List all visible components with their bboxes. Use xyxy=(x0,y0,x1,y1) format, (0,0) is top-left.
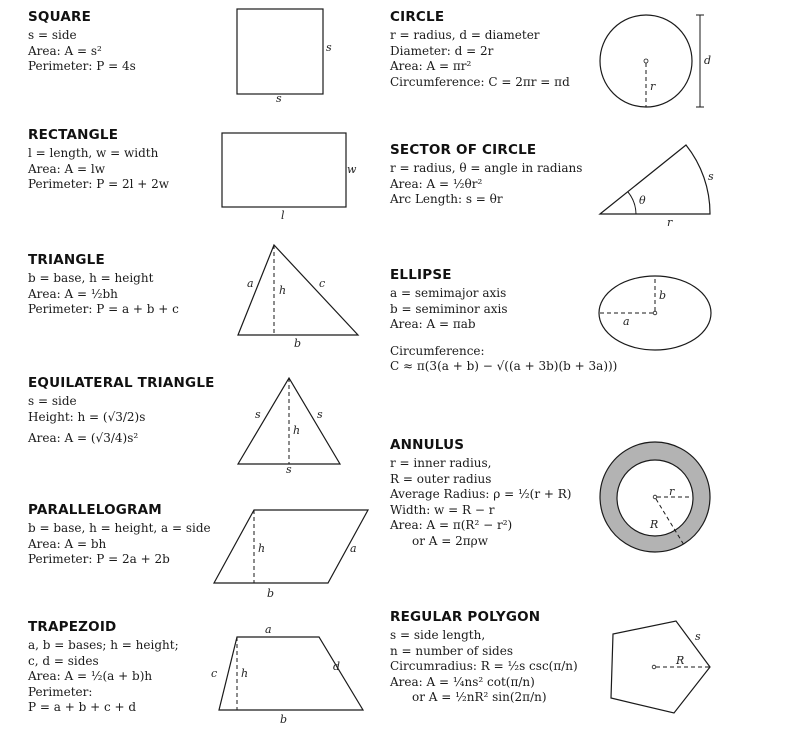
triangle-line-1: b = base, h = height xyxy=(28,271,154,285)
polygon-line-5: or A = ½nR² sin(2π/n) xyxy=(412,690,547,704)
square-section xyxy=(28,9,136,75)
equilateral-label-right: s xyxy=(317,408,323,421)
equilateral-label-bottom: s xyxy=(286,463,292,476)
circle-line-3: Area: A = πr² xyxy=(390,59,472,73)
equilateral-triangle-section xyxy=(28,375,215,447)
circle-figure xyxy=(596,14,716,114)
ellipse-line-1: a = semimajor axis xyxy=(390,286,507,300)
annulus-line-4: Width: w = R − r xyxy=(390,502,495,517)
annulus-label-r: r xyxy=(669,485,675,498)
trapezoid-label-d: d xyxy=(333,660,341,673)
trapezoid-line-5: P = a + b + c + d xyxy=(28,700,137,714)
circle-title: CIRCLE xyxy=(390,9,445,25)
ellipse-line-3: Area: A = πab xyxy=(390,317,476,331)
circle-line-4: Circumference: C = 2πr = πd xyxy=(390,74,570,89)
ellipse-circumference-formula: C ≈ π(3(a + b) − √((a + 3b)(b + 3a))) xyxy=(390,359,618,373)
triangle-label-a: a xyxy=(247,277,254,290)
rectangle-length-label: l xyxy=(281,209,285,222)
square-side-right-label: s xyxy=(326,41,332,54)
trapezoid-label-b: b xyxy=(280,713,288,726)
annulus-ring xyxy=(600,442,710,552)
annulus-line-2: R = outer radius xyxy=(390,471,492,486)
parallelogram-line-2: Area: A = bh xyxy=(28,536,107,551)
rectangle-width-label: w xyxy=(347,163,357,176)
trapezoid-section xyxy=(28,619,179,716)
sector-angle-arc xyxy=(628,192,636,214)
parallelogram-shape xyxy=(214,510,368,583)
polygon-label-R: R xyxy=(676,654,685,667)
triangle-shape xyxy=(238,245,358,335)
sector-title: SECTOR OF CIRCLE xyxy=(390,142,537,158)
polygon-line-3: Circumradius: R = ½s csc(π/n) xyxy=(390,659,578,673)
parallelogram-label-b: b xyxy=(267,587,275,600)
trapezoid-figure xyxy=(205,622,370,727)
ellipse-center xyxy=(653,311,657,315)
parallelogram-line-3: Perimeter: P = 2a + 2b xyxy=(28,552,170,566)
polygon-line-4: Area: A = ¼ns² cot(π/n) xyxy=(390,674,535,689)
annulus-center xyxy=(653,495,657,499)
annulus-line-1: r = inner radius, xyxy=(390,456,492,470)
parallelogram-title: PARALLELOGRAM xyxy=(28,502,162,518)
trapezoid-label-c: c xyxy=(211,667,218,680)
parallelogram-line-1: b = base, h = height, a = side xyxy=(28,521,211,535)
triangle-figure xyxy=(230,240,370,350)
ellipse-section xyxy=(390,267,617,375)
ellipse-label-b: b xyxy=(659,289,667,302)
parallelogram-label-a: a xyxy=(350,542,357,555)
polygon-line-2: n = number of sides xyxy=(390,643,513,658)
equilateral-label-h: h xyxy=(293,424,301,437)
polygon-line-1: s = side length, xyxy=(390,628,486,642)
annulus-label-R: R xyxy=(650,518,659,531)
trapezoid-line-4: Perimeter: xyxy=(28,684,93,699)
polygon-title: REGULAR POLYGON xyxy=(390,609,541,625)
polygon-figure xyxy=(600,612,720,717)
triangle-label-h: h xyxy=(279,284,287,297)
trapezoid-line-2: c, d = sides xyxy=(28,653,99,668)
square-shape xyxy=(237,9,323,94)
annulus-title: ANNULUS xyxy=(390,437,465,453)
sector-shape xyxy=(600,145,710,214)
sector-label-r: r xyxy=(667,216,673,229)
equilateral-line-1: s = side xyxy=(28,394,77,408)
sector-figure xyxy=(595,140,725,230)
triangle-line-2: Area: A = ½bh xyxy=(28,286,118,301)
square-side-bottom-label: s xyxy=(276,92,282,105)
rectangle-line-3: Perimeter: P = 2l + 2w xyxy=(28,177,170,191)
polygon-center xyxy=(652,665,656,669)
ellipse-line-2: b = semiminor axis xyxy=(390,301,508,316)
ellipse-label-a: a xyxy=(623,315,630,328)
rectangle-line-2: Area: A = lw xyxy=(28,161,105,176)
circle-center xyxy=(644,59,648,63)
square-title: SQUARE xyxy=(28,9,92,25)
sector-line-3: Arc Length: s = θr xyxy=(390,192,503,206)
rectangle-line-1: l = length, w = width xyxy=(28,146,159,160)
annulus-figure xyxy=(598,440,718,560)
triangle-section xyxy=(28,252,179,318)
annulus-section xyxy=(390,437,571,549)
polygon-label-s: s xyxy=(695,630,701,643)
triangle-label-b: b xyxy=(294,337,302,350)
annulus-line-3: Average Radius: ρ = ½(r + R) xyxy=(390,487,572,501)
square-line-2: Area: A = s² xyxy=(28,43,102,58)
rectangle-shape xyxy=(222,133,346,207)
circle-label-d: d xyxy=(704,54,712,67)
triangle-title: TRIANGLE xyxy=(28,252,105,268)
trapezoid-label-a: a xyxy=(265,623,272,636)
equilateral-line-2: Height: h = (√3/2)s xyxy=(28,409,146,424)
ellipse-title: ELLIPSE xyxy=(390,267,452,283)
square-line-3: Perimeter: P = 4s xyxy=(28,59,136,73)
trapezoid-label-h: h xyxy=(241,667,249,680)
rectangle-title: RECTANGLE xyxy=(28,127,119,143)
ellipse-circumference-label: Circumference: xyxy=(390,343,485,358)
trapezoid-line-3: Area: A = ½(a + b)h xyxy=(28,669,153,683)
ellipse-figure xyxy=(596,273,716,355)
sector-label-s: s xyxy=(708,170,714,183)
circle-section xyxy=(390,9,570,90)
square-figure xyxy=(230,5,340,105)
sector-section xyxy=(390,142,582,208)
parallelogram-figure xyxy=(210,505,380,605)
rectangle-section xyxy=(28,127,169,193)
triangle-line-3: Perimeter: P = a + b + c xyxy=(28,302,179,316)
square-line-1: s = side xyxy=(28,28,77,42)
polygon-section xyxy=(390,609,578,706)
trapezoid-title: TRAPEZOID xyxy=(28,619,117,635)
equilateral-line-3: Area: A = (√3/4)s² xyxy=(28,431,139,445)
sector-line-1: r = radius, θ = angle in radians xyxy=(390,161,583,175)
equilateral-title: EQUILATERAL TRIANGLE xyxy=(28,375,215,391)
rectangle-figure xyxy=(215,128,365,223)
sector-label-theta: θ xyxy=(639,194,646,207)
equilateral-figure xyxy=(230,372,350,477)
equilateral-label-left: s xyxy=(255,408,261,421)
annulus-line-5: Area: A = π(R² − r²) xyxy=(390,518,513,532)
parallelogram-section xyxy=(28,502,211,568)
parallelogram-label-h: h xyxy=(258,542,266,555)
triangle-label-c: c xyxy=(319,277,326,290)
sector-line-2: Area: A = ½θr² xyxy=(390,176,483,191)
circle-label-r: r xyxy=(650,80,656,93)
annulus-line-6: or A = 2πρw xyxy=(412,533,488,548)
circle-line-1: r = radius, d = diameter xyxy=(390,28,540,42)
trapezoid-line-1: a, b = bases; h = height; xyxy=(28,638,179,652)
circle-line-2: Diameter: d = 2r xyxy=(390,43,494,58)
